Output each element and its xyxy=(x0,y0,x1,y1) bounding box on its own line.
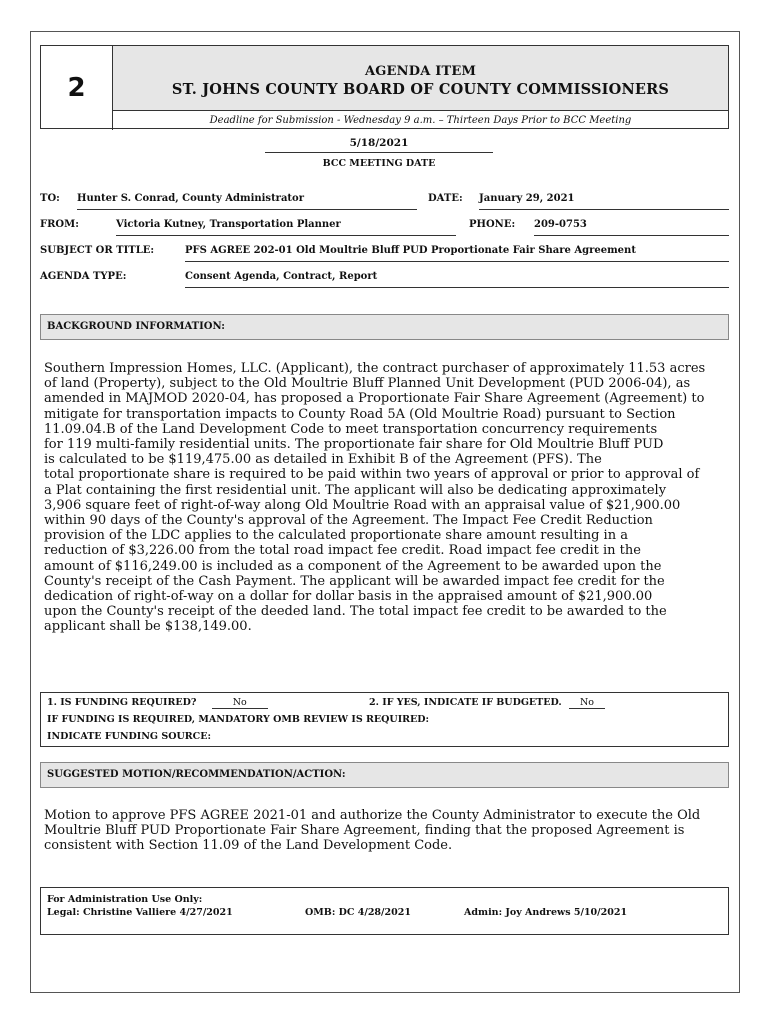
date-label: DATE: xyxy=(428,193,463,204)
admin-signoff: Admin: Joy Andrews 5/10/2021 xyxy=(464,907,628,918)
agenda-type-label: AGENDA TYPE: xyxy=(40,271,127,282)
background-line: upon the County's receipt of the deeded land. The total impact fee credit to be awarded to the xyxy=(44,604,667,620)
admin-use-box xyxy=(40,887,729,935)
funding-box xyxy=(40,692,729,747)
phone-label: PHONE: xyxy=(469,219,516,230)
background-line: mitigate for transportation impacts to County Road 5A (Old Moultrie Road) pursuant to Section xyxy=(44,406,676,422)
background-line: amount of $116,249.00 is included as a component of the Agreement to be awarded upon the xyxy=(44,558,662,574)
background-text xyxy=(44,361,727,635)
background-line: amended in MAJMOD 2020-04, has proposed a Proportionate Fair Share Agreement (Agreement) to xyxy=(44,391,705,407)
motion-line: Motion to approve PFS AGREE 2021-01 and authorize the County Administrator to execute the Old xyxy=(44,808,701,823)
to-label: TO: xyxy=(40,193,60,204)
funding-required-value: No xyxy=(212,697,268,709)
background-line: provision of the LDC applies to the calculated proportionate share amount resulting in a xyxy=(44,528,628,544)
background-line: of land (Property), subject to the Old Moultrie Bluff Planned Unit Development (PUD 2006-04), as xyxy=(44,376,691,392)
agenda-item-page xyxy=(30,31,740,993)
background-line: is calculated to be $119,475.00 as detailed in Exhibit B of the Agreement (PFS). The xyxy=(44,452,602,468)
motion-line: Moultrie Bluff PUD Proportionate Fair Share Agreement, finding that the proposed Agreement is xyxy=(44,823,685,839)
background-line: for 119 multi-family residential units. The proportionate fair share for Old Moultrie Bluff PUD xyxy=(44,437,664,453)
from-value: Victoria Kutney, Transportation Planner xyxy=(116,219,456,236)
agenda-title-line1: AGENDA ITEM xyxy=(364,64,477,79)
agenda-title-line2: ST. JOHNS COUNTY BOARD OF COUNTY COMMISSIONERS xyxy=(171,81,670,98)
agenda-title-block xyxy=(113,46,728,111)
legal-signoff: Legal: Christine Valliere 4/27/2021 xyxy=(47,907,233,918)
background-line: 3,906 square feet of right-of-way along Old Moultrie Road with an appraisal value of $21,900.00 xyxy=(44,497,681,513)
background-line: a Plat containing the first residential unit. The applicant will also be dedicating approximately xyxy=(44,482,667,498)
admin-use-heading: For Administration Use Only: xyxy=(47,894,203,905)
from-label: FROM: xyxy=(40,219,79,230)
background-heading: BACKGROUND INFORMATION: xyxy=(40,314,729,340)
meeting-date-label: BCC MEETING DATE xyxy=(322,158,436,169)
background-line: within 90 days of the County's approval of the Agreement. The Impact Fee Credit Reduction xyxy=(44,513,653,529)
to-value: Hunter S. Conrad, County Administrator xyxy=(77,193,417,210)
agenda-type-value: Consent Agenda, Contract, Report xyxy=(185,271,729,288)
motion-text xyxy=(44,808,727,854)
phone-value: 209-0753 xyxy=(534,219,729,236)
funding-row-1 xyxy=(47,697,605,709)
subject-label: SUBJECT OR TITLE: xyxy=(40,245,155,256)
background-line: 11.09.04.B of the Land Development Code to meet transportation concurrency requirements xyxy=(44,421,658,437)
omb-review-note: IF FUNDING IS REQUIRED, MANDATORY OMB REVIEW IS REQUIRED: xyxy=(47,714,430,725)
motion-heading: SUGGESTED MOTION/RECOMMENDATION/ACTION: xyxy=(40,762,729,788)
agenda-header xyxy=(40,45,729,129)
agenda-item-number: 2 xyxy=(41,46,113,130)
omb-signoff: OMB: DC 4/28/2021 xyxy=(305,907,411,918)
meeting-date: 5/18/2021 xyxy=(265,137,493,153)
background-line: dedication of right-of-way on a dollar for dollar basis in the appraised amount of $21,900.00 xyxy=(44,589,653,605)
funding-required-label: 1. IS FUNDING REQUIRED? xyxy=(47,697,197,708)
motion-line: consistent with Section 11.09 of the Land Development Code. xyxy=(44,838,453,854)
subject-value: PFS AGREE 202-01 Old Moultrie Bluff PUD Proportionate Fair Share Agreement xyxy=(185,245,729,262)
background-line: total proportionate share is required to be paid within two years of approval or prior to approval of xyxy=(44,467,700,483)
date-value: January 29, 2021 xyxy=(479,193,729,210)
background-line: reduction of $3,226.00 from the total road impact fee credit. Road impact fee credit in the xyxy=(44,543,641,559)
background-line: applicant shall be $138,149.00. xyxy=(44,619,252,635)
background-line: Southern Impression Homes, LLC. (Applicant), the contract purchaser of approximately 11.53 acres xyxy=(44,361,706,376)
funding-budgeted-label: 2. IF YES, INDICATE IF BUDGETED. xyxy=(369,697,562,708)
background-line: County's receipt of the Cash Payment. The applicant will be awarded impact fee credit for the xyxy=(44,573,665,589)
submission-deadline: Deadline for Submission - Wednesday 9 a.m. – Thirteen Days Prior to BCC Meeting xyxy=(209,115,632,126)
funding-source-label: INDICATE FUNDING SOURCE: xyxy=(47,731,211,742)
funding-budgeted-value: No xyxy=(569,697,605,709)
